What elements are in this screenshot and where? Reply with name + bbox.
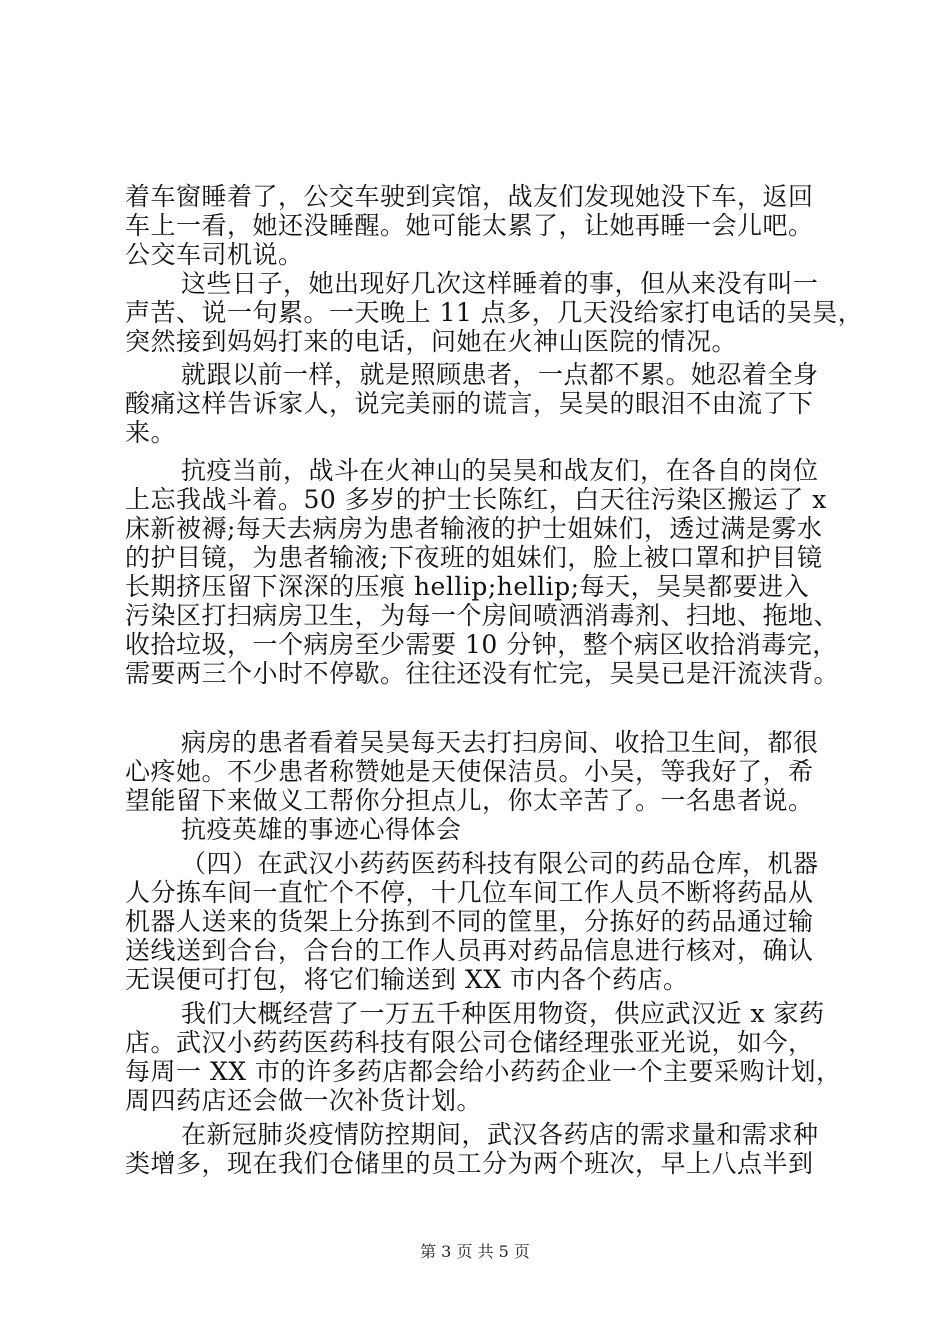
text-line: 心疼她。不少患者称赞她是天使保洁员。小吴，等我好了，希 [125, 757, 814, 786]
text-line: 类增多，现在我们仓储里的员工分为两个班次，早上八点半到 [125, 1149, 814, 1178]
text-line: 人分拣车间一直忙个不停，十几位车间工作人员不断将药品从 [125, 878, 814, 907]
text-line: 来。 [125, 418, 177, 447]
text-line: 车上一看，她还没睡醒。她可能太累了，让她再睡一会儿吧。 [125, 211, 814, 240]
text-line: 机器人送来的货架上分拣到不同的筐里，分拣好的药品通过输 [125, 907, 814, 936]
text-line: 每周一 XX 市的许多药店都会给小药药企业一个主要采购计划， [125, 1057, 842, 1086]
text-line: 收拾垃圾，一个病房至少需要 10 分钟，整个病区收拾消毒完， [125, 630, 838, 659]
text-line: 抗疫当前，战斗在火神山的吴昊和战友们，在各自的岗位 [181, 456, 819, 485]
text-line: 声苦、说一句累。一天晚上 11 点多，几天没给家打电话的吴昊， [125, 298, 864, 327]
text-line: 就跟以前一样，就是照顾患者，一点都不累。她忍着全身 [181, 360, 819, 389]
text-line: 着车窗睡着了，公交车驶到宾馆，战友们发现她没下车，返回 [125, 182, 814, 211]
text-line: 望能留下来做义工帮你分担点儿，你太辛苦了。一名患者说。 [125, 786, 814, 815]
text-line: 长期挤压留下深深的压痕 hellip;hellip;每天，吴昊都要进入 [125, 572, 810, 601]
text-line: 酸痛这样告诉家人，说完美丽的谎言，吴昊的眼泪不由流了下 [125, 389, 814, 418]
text-line: 需要两三个小时不停歇。往往还没有忙完，吴昊已是汗流浃背。 [125, 659, 840, 688]
text-line: 公交车司机说。 [125, 240, 304, 269]
text-line: 突然接到妈妈打来的电话，问她在火神山医院的情况。 [125, 327, 738, 356]
text-line: 的护目镜，为患者输液;下夜班的姐妹们，脸上被口罩和护目镜 [125, 543, 823, 572]
text-line: 病房的患者看着吴昊每天去打扫房间、收拾卫生间，都很 [181, 728, 819, 757]
text-line: 床新被褥;每天去病房为患者输液的护士姐妹们，透过满是雾水 [125, 514, 823, 543]
text-line: 抗疫英雄的事迹心得体会 [181, 815, 462, 844]
page-footer: 第 3 页 共 5 页 [420, 1242, 530, 1261]
text-line: 周四药店还会做一次补货计划。 [125, 1086, 483, 1115]
text-line: 上忘我战斗着。50 多岁的护士长陈红，白天往污染区搬运了 x [125, 485, 827, 514]
text-line: 在新冠肺炎疫情防控期间，武汉各药店的需求量和需求种 [181, 1120, 819, 1149]
text-line: 送线送到合台，合台的工作人员再对药品信息进行核对，确认 [125, 936, 814, 965]
text-line: 无误便可打包，将它们输送到 XX 市内各个药店。 [125, 965, 689, 994]
text-line: 我们大概经营了一万五千种医用物资，供应武汉近 x 家药 [181, 999, 825, 1028]
text-line: （四）在武汉小药药医药科技有限公司的药品仓库，机器 [181, 849, 819, 878]
text-line: 店。武汉小药药医药科技有限公司仓储经理张亚光说，如今， [125, 1028, 814, 1057]
text-line: 污染区打扫病房卫生，为每一个房间喷洒消毒剂、扫地、拖地、 [125, 601, 840, 630]
text-line: 这些日子，她出现好几次这样睡着的事，但从来没有叫一 [181, 269, 819, 298]
